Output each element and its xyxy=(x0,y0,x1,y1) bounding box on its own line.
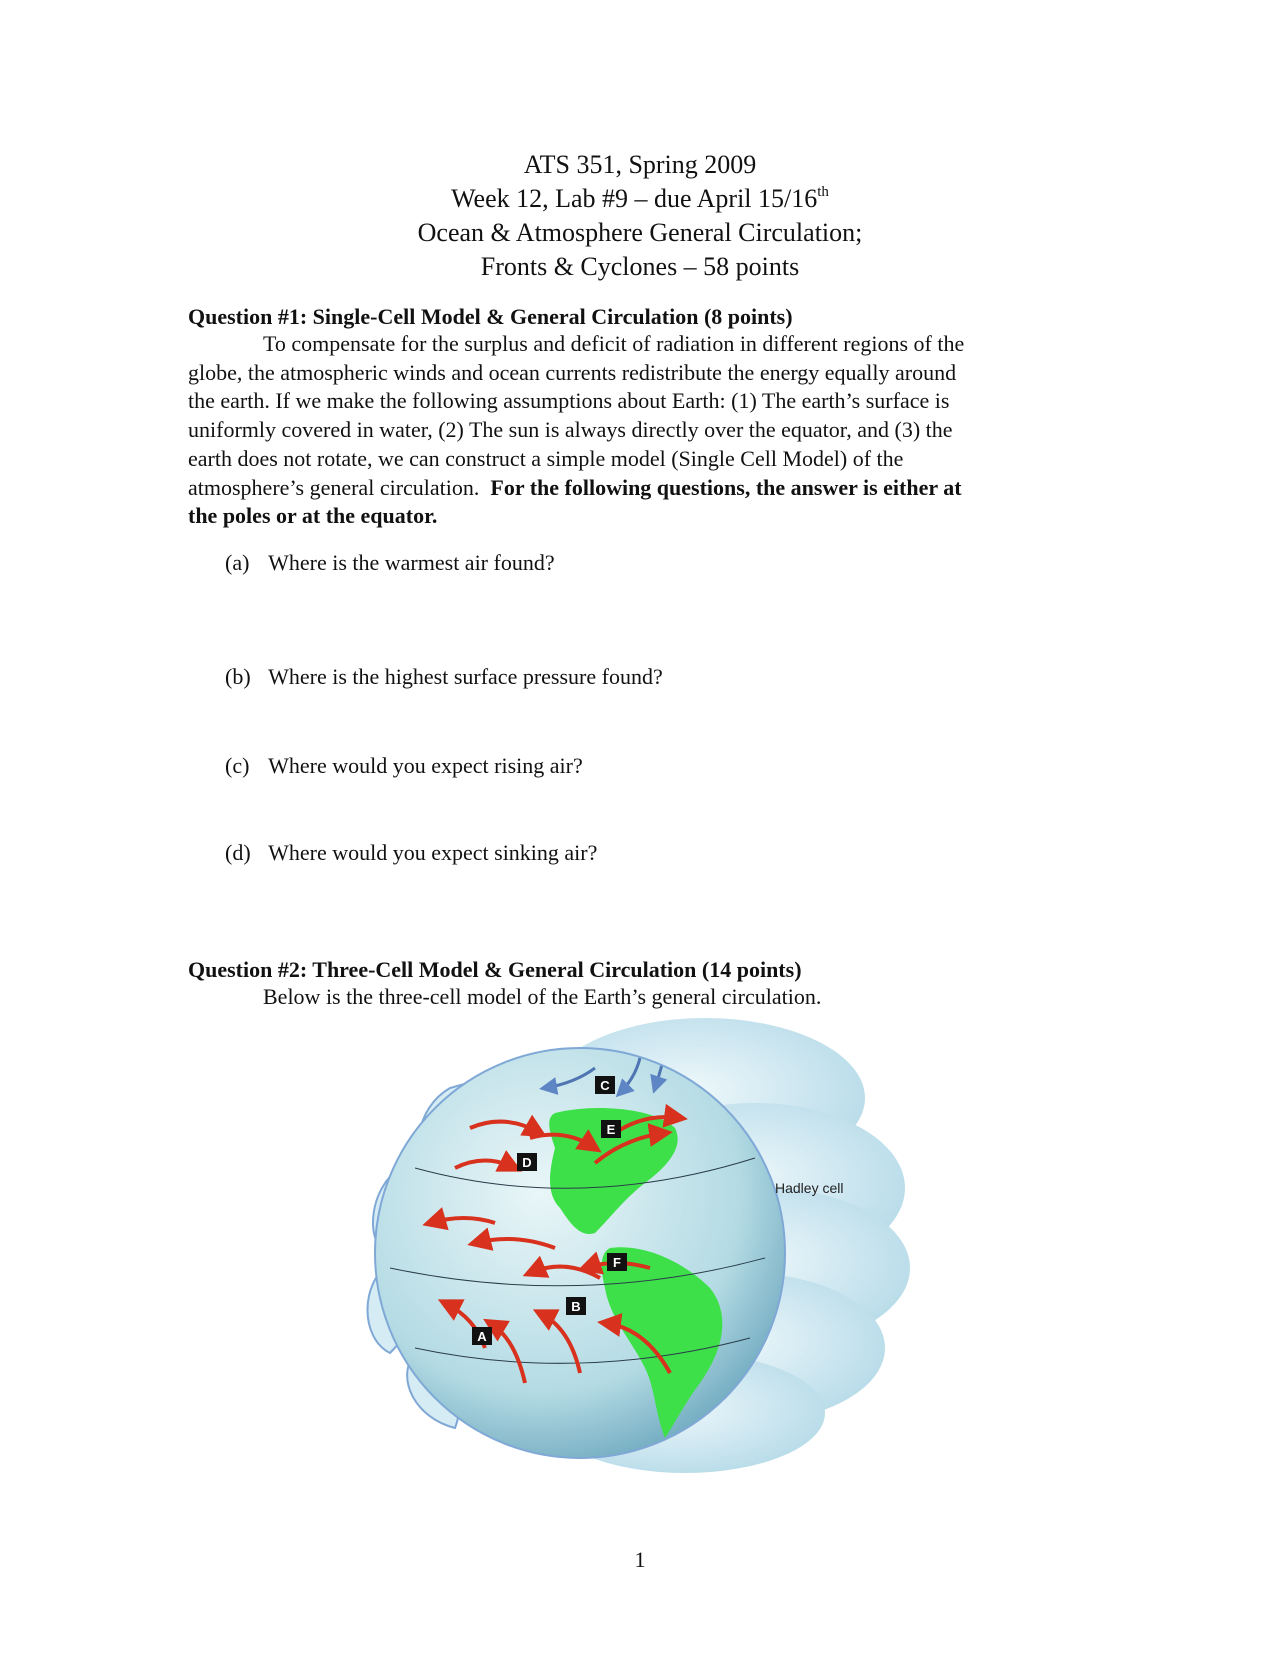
subquestion-d: (d) Where would you expect sinking air? xyxy=(225,840,598,865)
question-1-paragraph xyxy=(188,330,1088,531)
svg-text:D: D xyxy=(522,1155,532,1170)
svg-text:E: E xyxy=(606,1122,616,1137)
subquestion-b: (b) Where is the highest surface pressure found? xyxy=(225,664,663,689)
points-line: Fronts & Cyclones – 58 points xyxy=(480,252,800,281)
label-tag-c xyxy=(595,1076,615,1094)
lab-line: Week 12, Lab #9 – due April 15/16th xyxy=(451,184,829,213)
label-tag-a xyxy=(472,1327,492,1345)
svg-text:C: C xyxy=(600,1078,610,1093)
question-2-intro: Below is the three-cell model of the Earth’s general circulation. xyxy=(263,984,822,1009)
label-tag-d xyxy=(517,1153,537,1171)
question-2-heading: Question #2: Three-Cell Model & General Circulation (14 points) xyxy=(188,957,802,982)
paragraph-line: earth does not rotate, we can construct a simple model (Single Cell Model) of the xyxy=(188,445,904,471)
svg-text:A: A xyxy=(477,1329,487,1344)
document-title xyxy=(0,148,1280,284)
course-line: ATS 351, Spring 2009 xyxy=(523,150,757,179)
paragraph-line: the poles or at the equator. xyxy=(188,503,438,529)
page-number: 1 xyxy=(634,1547,646,1572)
paragraph-line: uniformly covered in water, (2) The sun is always directly over the equator, and (3) the xyxy=(188,417,953,443)
subquestion-c: (c) Where would you expect rising air? xyxy=(225,753,583,778)
three-cell-model-figure xyxy=(355,1018,915,1473)
label-tag-e xyxy=(601,1120,621,1138)
subquestion-a: (a) Where is the warmest air found? xyxy=(225,550,555,575)
paragraph-line: globe, the atmospheric winds and ocean currents redistribute the energy equally around xyxy=(188,359,957,385)
globe-illustration xyxy=(355,1018,915,1473)
topic-line: Ocean & Atmosphere General Circulation; xyxy=(417,218,863,247)
svg-text:B: B xyxy=(571,1299,581,1314)
paragraph-line: atmosphere’s general circulation. For the following questions, the answer is either at xyxy=(188,474,962,500)
paragraph-line: the earth. If we make the following assumptions about Earth: (1) The earth’s surface is xyxy=(188,388,950,414)
svg-text:F: F xyxy=(613,1255,621,1270)
paragraph-line: To compensate for the surplus and deficit of radiation in different regions of the xyxy=(263,331,965,356)
question-1-heading: Question #1: Single-Cell Model & General Circulation (8 points) xyxy=(188,304,793,329)
globe xyxy=(375,1048,785,1458)
label-tag-f xyxy=(607,1253,627,1271)
hadley-cell-label: Hadley cell xyxy=(775,1180,844,1196)
label-tag-b xyxy=(566,1297,586,1315)
